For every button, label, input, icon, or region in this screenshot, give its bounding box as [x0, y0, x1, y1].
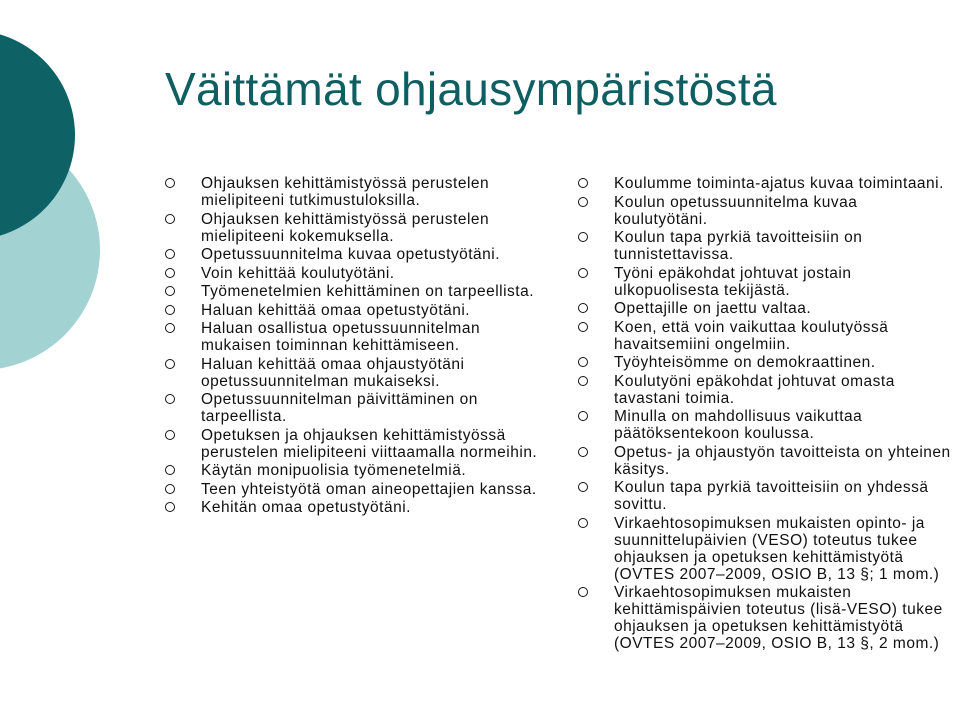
- decorative-circles: [0, 0, 140, 400]
- left-statement-list: [165, 175, 555, 518]
- statement-item: [165, 283, 555, 300]
- statement-text: Haluan kehittää omaa ohjaustyötäni opetussuunnitelman mukaiseksi.: [201, 355, 465, 390]
- circle-bullet-icon: [578, 268, 588, 278]
- statement-text: Koulutyöni epäkohdat johtuvat omasta tavastani toimia.: [614, 372, 895, 407]
- statement-item: [578, 300, 953, 317]
- statement-item: [165, 427, 555, 461]
- circle-bullet-icon: [578, 587, 588, 597]
- circle-bullet-icon: [578, 232, 588, 242]
- slide-title: Väittämät ohjausympäristöstä: [165, 63, 777, 115]
- circle-bullet-icon: [578, 411, 588, 421]
- circle-bullet-icon: [165, 305, 175, 315]
- statement-item: [165, 320, 555, 354]
- circle-bullet-icon: [578, 357, 588, 367]
- light-teal-circle: [0, 130, 100, 370]
- statement-text: Koulun tapa pyrkiä tavoitteisiin on tunnistettavissa.: [614, 229, 863, 263]
- statement-text: Työni epäkohdat johtuvat jostain ulkopuolisesta tekijästä.: [614, 264, 852, 299]
- statement-text: Koulun tapa pyrkiä tavoitteisiin on yhdessä sovittu.: [614, 479, 929, 513]
- circle-bullet-icon: [578, 178, 588, 188]
- circle-bullet-icon: [165, 286, 175, 296]
- statement-text: Haluan osallistua opetussuunnitelman mukaisen toiminnan kehittämiseen.: [201, 320, 481, 354]
- statement-text: Kehitän omaa opetustyötäni.: [201, 499, 411, 516]
- statement-text: Koen, että voin vaikuttaa koulutyössä havaitsemiini ongelmiin.: [614, 318, 889, 353]
- circle-bullet-icon: [165, 502, 175, 512]
- statement-text: Työmenetelmien kehittäminen on tarpeellista.: [201, 283, 535, 300]
- statement-item: [578, 444, 953, 478]
- statement-text: Ohjauksen kehittämistyössä perustelen mielipiteeni kokemuksella.: [201, 210, 490, 245]
- statement-item: [578, 584, 953, 652]
- circle-bullet-icon: [165, 178, 175, 188]
- statement-text: Voin kehittää koulutyötäni.: [201, 264, 395, 282]
- statement-text: Koulumme toiminta-ajatus kuvaa toimintaani.: [614, 175, 944, 192]
- circle-bullet-icon: [578, 376, 588, 386]
- statement-text: Ohjauksen kehittämistyössä perustelen mielipiteeni tutkimustuloksilla.: [201, 175, 490, 209]
- statement-item: [578, 354, 953, 371]
- statement-item: [578, 229, 953, 263]
- circle-bullet-icon: [165, 214, 175, 224]
- circle-bullet-icon: [165, 465, 175, 475]
- statement-item: [165, 462, 555, 479]
- statement-item: [578, 319, 953, 353]
- dark-teal-circle: [0, 30, 75, 240]
- statement-text: Opetussuunnitelma kuvaa opetustyötäni.: [201, 246, 501, 263]
- statement-text: Opetussuunnitelman päivittäminen on tarpeellista.: [201, 391, 478, 425]
- circle-bullet-icon: [578, 303, 588, 313]
- circle-bullet-icon: [165, 394, 175, 404]
- right-statement-list: [578, 175, 953, 654]
- statement-item: [578, 265, 953, 299]
- circle-bullet-icon: [165, 484, 175, 494]
- statement-text: Koulun opetussuunnitelma kuvaa koulutyötäni.: [614, 193, 858, 228]
- circle-bullet-icon: [165, 268, 175, 278]
- circle-bullet-icon: [578, 447, 588, 457]
- statement-text: Opetuksen ja ohjauksen kehittämistyössä perustelen mielipiteeni viittaamalla normeihin.: [201, 426, 538, 461]
- statement-item: [165, 356, 555, 390]
- statement-item: [578, 194, 953, 228]
- statement-item: [578, 479, 953, 513]
- statement-item: [165, 211, 555, 245]
- statement-text: Käytän monipuolisia työmenetelmiä.: [201, 462, 467, 479]
- circle-bullet-icon: [578, 518, 588, 528]
- statement-item: [578, 408, 953, 442]
- statement-item: [578, 373, 953, 407]
- statement-item: [165, 246, 555, 263]
- statement-item: [165, 499, 555, 516]
- statement-text: Opetus- ja ohjaustyön tavoitteista on yhteinen käsitys.: [614, 443, 951, 478]
- circle-bullet-icon: [165, 359, 175, 369]
- statement-item: [165, 175, 555, 209]
- circle-bullet-icon: [578, 322, 588, 332]
- statement-item: [165, 391, 555, 425]
- circle-bullet-icon: [578, 197, 588, 207]
- statement-text: Virkaehtosopimuksen mukaisten opinto- ja suunnittelupäivien (VESO) toteutus tukee ohjauksen ja opetuksen kehittämistyötä (OVTES 2007–2009, OSIO B, 13 §; 1 mom.): [614, 514, 940, 583]
- statement-item: [165, 265, 555, 282]
- statement-text: Virkaehtosopimuksen mukaisten kehittämispäivien toteutus (lisä-VESO) tukee ohjauksen ja opetuksen kehittämistyötä (OVTES 2007–2009, OSIO B, 13 §, 2 mom.): [614, 584, 943, 652]
- statement-text: Minulla on mahdollisuus vaikuttaa päätöksentekoon koulussa.: [614, 408, 863, 442]
- circle-bullet-icon: [165, 430, 175, 440]
- circle-bullet-icon: [578, 482, 588, 492]
- statement-text: Opettajille on jaettu valtaa.: [614, 300, 812, 317]
- statement-text: Työyhteisömme on demokraattinen.: [614, 354, 876, 371]
- circle-bullet-icon: [165, 323, 175, 333]
- statement-item: [165, 302, 555, 319]
- statement-item: [578, 515, 953, 583]
- statement-text: Teen yhteistyötä oman aineopettajien kanssa.: [201, 480, 537, 498]
- statement-item: [165, 481, 555, 498]
- statement-text: Haluan kehittää omaa opetustyötäni.: [201, 301, 471, 319]
- statement-item: [578, 175, 953, 192]
- circle-bullet-icon: [165, 249, 175, 259]
